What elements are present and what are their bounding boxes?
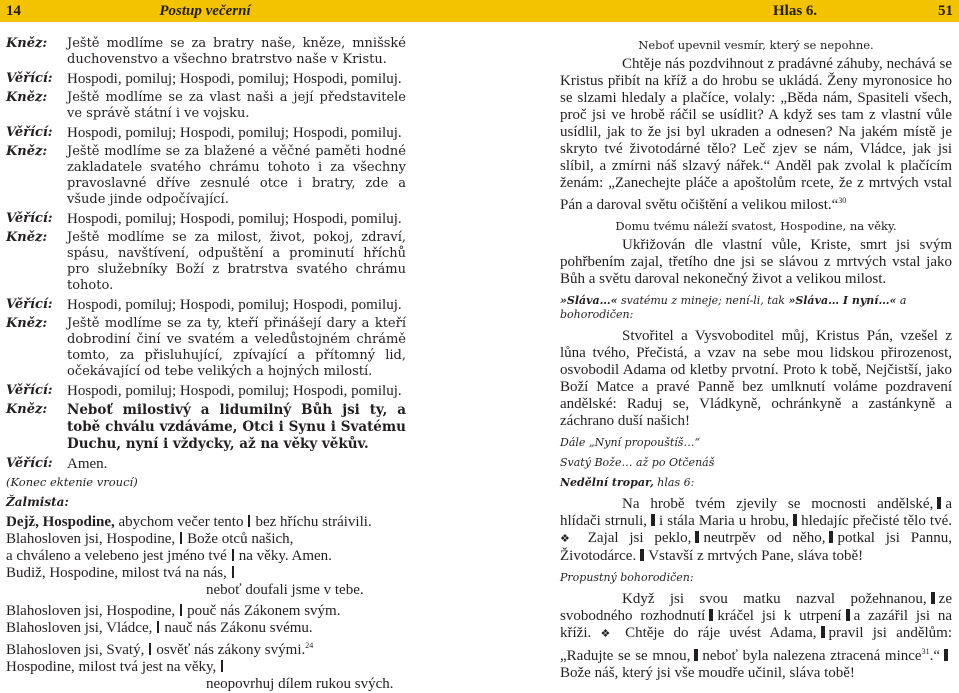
pause-mark: [829, 531, 833, 543]
petition-text: Ještě modlíme se za blažené a věčné paměti hodné zakladatele svatého chrámu tohoto i za všechny pravoslavné dříve zesnulé otce i bratry, zde a všude jinde odpočívající.: [67, 144, 406, 207]
pause-mark: [944, 649, 948, 661]
petition-text: Neboť milostivý a lidumilný Bůh jsi ty, a tobě chválu vzdáváme, Otci i Synu i Svatému Duchu, nyní i vždycky, až na věky věkův.: [67, 402, 406, 452]
response-text: Hospodi, pomiluj; Hospodi, pomiluj; Hospodi, pomiluj.: [67, 383, 402, 399]
litany-row: [6, 383, 406, 399]
response-text: Hospodi, pomiluj; Hospodi, pomiluj; Hospodi, pomiluj.: [67, 297, 402, 313]
speaker-label: Věřící:: [6, 71, 53, 86]
speaker-label: Věřící:: [6, 125, 53, 140]
psalm-line: Blahosloven jsi, Hospodine, pouč nás Zákonem svým.: [6, 603, 341, 619]
litany: [6, 36, 406, 472]
litany-row: [6, 125, 406, 141]
psalm-line: Hospodine, milost tvá jest na věky,: [6, 659, 406, 676]
pause-mark: [793, 514, 797, 526]
pause-mark: [248, 515, 250, 527]
speaker-label: Věřící:: [6, 383, 53, 398]
pause-mark: [937, 497, 941, 509]
page-number-left: 14: [6, 3, 21, 19]
verse-2: Domu tvému náleží svatost, Hospodine, na věky.: [615, 219, 897, 233]
pause-mark: [931, 592, 935, 604]
psalm-line: neboť doufali jsme v tebe.: [206, 582, 364, 598]
left-column: [6, 36, 406, 693]
rubric-dale: Dále „Nyní propouštíš…“: [560, 436, 701, 449]
speaker-label: Kněz:: [6, 36, 48, 51]
bohorodicen-text: Když jsi svou matku nazval požehnanou, ze svobodného rozhodnutí kráčel jsi k utrpení a zazářil jsi na kříži. ❖ Chtěje do ráje uvést Adama, pravil jsi andělům: „Radujte se se mnou, neboť byla nalezena ztracená mince$^{31}$.“Bože náš, který jsi vše moudře učinil, sláva tobě!: [560, 591, 953, 681]
pause-mark: [695, 531, 699, 543]
pause-mark: [157, 621, 159, 633]
diamond-icon: ❖: [560, 533, 577, 545]
pause-mark: [640, 549, 644, 561]
tone-label: Hlas 6.: [773, 3, 818, 19]
petition-text: Ještě modlíme se za milost, život, pokoj, zdraví, spásu, navštívení, odpuštění a prominutí hříchů pro služebníky Boží z bratrstva svatého chrámu tohoto.: [67, 230, 406, 293]
speaker-label: Kněz:: [6, 90, 48, 105]
troparion-label: Nedělní tropar, hlas 6:: [560, 476, 695, 489]
pause-mark: [149, 643, 151, 655]
speaker-label: Kněz:: [6, 402, 48, 417]
running-title: Postup večerní: [159, 3, 251, 19]
litany-row: [6, 456, 406, 472]
litany-row: [6, 230, 406, 294]
footnote-ref: 30: [838, 196, 847, 205]
footnote-ref: 31: [921, 647, 930, 656]
speaker-label: Kněz:: [6, 230, 48, 245]
psalm-line: a chváleno a velebeno jest jméno tvé na věky. Amen.: [6, 548, 332, 564]
litany-row: [6, 402, 406, 453]
header-bar: [0, 0, 959, 22]
litany-end-note: (Konec ektenie vroucí): [6, 475, 138, 489]
pause-mark: [651, 514, 655, 526]
litany-row: [6, 71, 406, 87]
litany-row: [6, 144, 406, 208]
stichera-1: Chtěje nás pozdvihnout z pradávné záhuby, nechává se Kristus přibít na kříž a do hrobu se ukládá. Ženy myronosice ho se slzami hledaly a plačíce, volaly: „Běda nám, Spasiteli všech, proč jsi ve hrobě ráčil se usídlit? A když ses tam z vlastní vůle usídlil, jak to že jsi byl ukraden a odnesen? Na jakém místě je skryto tvé životodárné tělo? Leč zjev se nám, Vládce, jak jsi slíbil, a zmírni náš slzavý nářek.“ Anděl pak zvolal k plačícím ženám: „Zanechejte pláče a apoštolům rcete, že z mrtvých vstal Pán a daroval světu očištění a velikou milost.“$^{30}$: [560, 56, 952, 213]
petition-text: Ještě modlíme se za vlast naši a její představitele ve správě státní i ve vojsku.: [67, 90, 406, 121]
page-number-right: 51: [938, 3, 953, 19]
litany-row: [6, 297, 406, 313]
psalmist-label: Žalmista:: [6, 495, 69, 509]
response-text: Amen.: [67, 456, 108, 472]
pause-mark: [232, 566, 234, 578]
pause-mark: [232, 549, 234, 561]
pause-mark: [180, 604, 182, 616]
right-column: [560, 36, 952, 687]
response-text: Hospodi, pomiluj; Hospodi, pomiluj; Hospodi, pomiluj.: [67, 211, 402, 227]
speaker-label: Věřící:: [6, 456, 53, 471]
speaker-label: Věřící:: [6, 211, 53, 226]
verse-1: Neboť upevnil vesmír, který se nepohne.: [638, 38, 874, 52]
psalm-line: Blahosloven jsi, Vládce, nauč nás Zákonu svému.: [6, 620, 313, 636]
rubric-svaty: Svatý Bože… až po Otčenáš: [560, 456, 715, 469]
psalm-text: [6, 514, 406, 693]
litany-row: [6, 90, 406, 122]
psalm-line: Blahosloven jsi, Hospodine, Bože otců našich,: [6, 531, 294, 547]
response-text: Hospodi, pomiluj; Hospodi, pomiluj; Hospodi, pomiluj.: [67, 125, 402, 141]
pause-mark: [821, 626, 825, 638]
dogmatik: Stvořitel a Vysvoboditel můj, Kristus Pán, vzešel z lůna tvého, Přečistá, a vzav na sebe mou lidskou přirozenost, osvobodil Adama od kletby prvotní. Proto k tobě, Nejčistší, jako Boží Matce a pravé Panně bez umlknutí voláme pozdravení andělské: Raduj se, Vládkyně, ochránkyně a zastánkyně a záchrano duší našich!: [560, 328, 952, 429]
rubric-slava: »Sláva…« svatému z mineje; není-li, tak »Sláva… I nyní…« a bohorodičen:: [560, 294, 907, 321]
pause-mark: [846, 609, 850, 621]
petition-text: Ještě modlíme se za ty, kteří přinášejí dary a kteří dobrodiní činí ve svatém a veledůstojném chrámě tomto, za přisluhující, zpívající a přítomný lid, očekávající od tebe velikých a hojných milostí.: [67, 316, 406, 379]
petition-text: Ještě modlíme se za bratry naše, kněze, mnišské duchovenstvo a všechno bratrstvo naše v Kristu.: [67, 36, 406, 67]
litany-row: [6, 36, 406, 68]
psalm-line: Dejž, Hospodine, abychom večer tento bez hříchu stráivili.: [6, 514, 372, 530]
litany-row: [6, 316, 406, 380]
psalm-line: neopovrhuj dílem rukou svých.: [206, 676, 394, 692]
pause-mark: [709, 609, 713, 621]
speaker-label: Kněz:: [6, 144, 48, 159]
speaker-label: Věřící:: [6, 297, 53, 312]
bohorodicen-label: Propustný bohorodičen:: [560, 571, 694, 584]
pause-mark: [180, 532, 182, 544]
psalm-line: Budiž, Hospodine, milost tvá na nás,: [6, 565, 406, 582]
diamond-icon: ❖: [600, 628, 616, 640]
speaker-label: Kněz:: [6, 316, 48, 331]
pause-mark: [694, 649, 698, 661]
litany-row: [6, 211, 406, 227]
troparion-text: Na hrobě tvém zjevily se mocnosti andělské, a hlídači strnuli, i stála Maria u hrobu, hledajíc přečisté tělo tvé. ❖ Zajal jsi peklo, neutrpěv od něho, potkal jsi Pannu, Životodárce. Vstavší z mrtvých Pane, sláva tobě!: [560, 496, 953, 564]
stichera-2: Ukřižován dle vlastní vůle, Kriste, smrt jsi svým pohřbením zajal, třetího dne jsi se slávou z mrtvých vstal jako Bůh a světu daroval nekonečný život a velikou milost.: [560, 237, 952, 287]
pause-mark: [221, 660, 223, 672]
response-text: Hospodi, pomiluj; Hospodi, pomiluj; Hospodi, pomiluj.: [67, 71, 402, 87]
footnote-ref: 24: [305, 641, 314, 650]
psalm-line: Blahosloven jsi, Svatý, osvěť nás zákony svými.$^{24}$: [6, 641, 314, 658]
